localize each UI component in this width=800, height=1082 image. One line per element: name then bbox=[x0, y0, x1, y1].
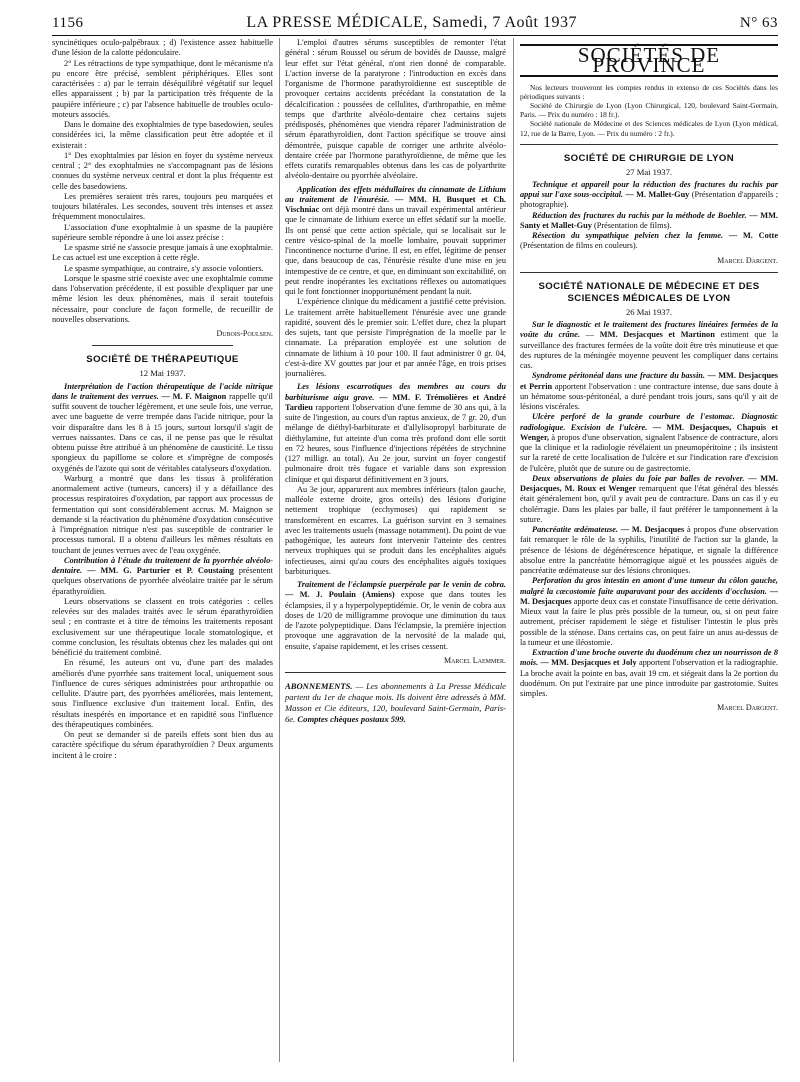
article-title: Traitement de l'éclampsie puerpérale par le venin de cobra. bbox=[297, 580, 506, 589]
article bbox=[52, 556, 273, 597]
article-title: Application des effets médullaires du cinnamate de Lithium au traitement de l'énurésie. bbox=[285, 184, 506, 204]
article-title: Résection du sympathique pelvien chez la femme. bbox=[532, 231, 724, 241]
paragraph: Au 3e jour, apparurent aux membres inférieurs (talon gauche, malléole externe droite, gros orteils) des lésions d'origine nettement trophique (ecchymoses) qui rapidement se transformèrent en escarres. La guérison survint en 3 semaines avec les traitements usuels (massage notamment). Du point de vue pathogénique, les auteurs font intervenir l'atteinte des centres nerveux trophiques qui se produit dans les encéphalites aiguës infectieuses, ainsi qu'au cours des encéphalites aiguës toxiques barbituriques. bbox=[285, 484, 506, 576]
article-text: apportent l'observation et la radiographie. La broche avait la pointe en bas, avait 19 cm. et siégeait dans la 2e portion du duodénum. On put l'extraire par une pince introduite par gastrotomie. Suites simples. bbox=[520, 658, 778, 699]
article-title: Deux observations de plaies du foie par balles de revolver. bbox=[532, 473, 745, 483]
article-text: à propos d'une observation fait remarquer le rôle de la syphilis, l'inutilité de l'action sur la glande, la présence de lésions de dégénérescence hépatique, et signale la différence absolue entre la pancréatite hémorragique aiguë et les poussées aiguës de pancréatite œdémateuse sur des lésions chroniques. bbox=[520, 525, 778, 576]
article-title: Syndrome péritonéal dans une fracture du bassin. bbox=[532, 371, 705, 381]
article-text: remarquent que l'état général des blessés était généralement bon, qu'il y avait peu de contracture. Dans un cas il y eu cholérragie. Dans les plaies par balle, il faut préférer le tamponnement à la suture. bbox=[520, 484, 778, 524]
paragraph: syncinétiques oculo-palpébraux ; d) l'existence assez habituelle d'une lésion de la calotte pédonculaire. bbox=[52, 38, 273, 58]
page-header bbox=[52, 6, 778, 36]
article-author: — MM. Desjacques et Joly bbox=[540, 658, 637, 668]
article bbox=[520, 412, 778, 474]
article bbox=[520, 211, 778, 232]
article bbox=[520, 231, 778, 252]
article-author: — MM. G. Parturier et P. Coustaing bbox=[87, 566, 234, 575]
article-text: rapportent l'observation d'une femme de 30 ans qui, à la suite de l'ingestion, au cours d'un raptus anxieux, de 7 gr. 20, d'un mélange de diéthyl-barbiturate et d'allylisopropyl barbiturate de diéthylamine, fut atteinte d'un coma très profond dont elle sortit en 72 heures, sous l'influence d'injections répétées de strychnine (127 milligr. au total). Au 2e jour, survint un foyer congestif pulmonaire droit très fugace et variable dans son expression clinique et qui disparut définitivement en 3 jours. bbox=[285, 402, 506, 484]
article bbox=[285, 580, 506, 652]
paragraph: Dans le domaine des exophtalmies de type basedowien, seules considérées ici, la même classification peut être adoptée et il existerait : bbox=[52, 120, 273, 150]
column-right bbox=[520, 38, 778, 1064]
session-date: 27 Mai 1937. bbox=[625, 166, 673, 177]
article-author: — M. Desjacques bbox=[520, 586, 778, 606]
article-text: rappelle qu'il suffit souvent de toucher légèrement, et une seule fois, une verrue, avec une baguette de verre trempée dans l'acide nitrique, pour la voir disparaître dans les 8 à 15 jours, surtout lorsqu'il s'agit de verrues naissantes. Dans ce cas, il ne pense pas que le résultat obtenu puisse être attribué à un phénomène de causticité. Le tissu spongieux du papillome se colore et s'imprègne de composés oxygénés de l'azote qui sont de véritables catalyseurs d'oxydation. bbox=[52, 391, 273, 473]
column-left bbox=[52, 38, 273, 1064]
article bbox=[520, 474, 778, 525]
signature: Dubois-Poulsen. bbox=[216, 329, 273, 338]
article bbox=[285, 185, 506, 298]
divider bbox=[92, 345, 233, 346]
paragraph: Leurs observations se classent en trois catégories : celles relevées sur des malades traités avec le sérum éparathyroïdien seul ; en contraste et à titre de témoins les traitements reposant exclusivement sur une thérapeutique locale stomatologique, et comme conclusion, les résultats obtenus chez les malades qui ont bénéficié du traitement combiné. bbox=[52, 596, 273, 657]
article-text: estiment que la surveillance des fractures fermées de la voûte doit être très minutieuse et que des ruptures de la méningée moyenne peuvent les compliquer dans certains cas. bbox=[520, 330, 778, 371]
subscriptions-text: — Les abonnements à La Presse Médicale partent du 1er de chaque mois. Ils doivent être adressés à MM. Masson et Cie éditeurs, 120, boulevard Saint-Germain, Paris-6e. bbox=[285, 681, 506, 724]
article-author: — M. Desjacques bbox=[620, 525, 685, 535]
divider bbox=[285, 672, 506, 673]
signature: Marcel Laemmer. bbox=[443, 655, 506, 665]
paragraph: En résumé, les auteurs ont vu, d'une part des malades améliorés d'une pyorrhée sans traitement local, uniquement sous l'influence de cures sériques administrées pour arthropathie ou cellulite. D'autre part, des pyorrhées améliorées, mais lentement, sous l'influence exclusive d'un traitement local. Enfin, des résultats inespérés en importance et en rapidité sous l'influence des thérapeutiques combinées. bbox=[52, 658, 273, 729]
article-title: Pancréatite œdémateuse. bbox=[532, 525, 618, 535]
paragraph: Société nationale de Médecine et des Sciences médicales de Lyon (Lyon médical, 12, rue de la Barre, Lyon. — Prix du numéro : 2 fr.). bbox=[520, 119, 778, 138]
session-date: 26 Mai 1937. bbox=[625, 306, 673, 317]
column-rule-left bbox=[279, 38, 280, 1062]
subscriptions-cheques: Comptes chèques postaux 599. bbox=[297, 714, 406, 724]
subscriptions-label: ABONNEMENTS. bbox=[285, 681, 353, 691]
paragraph: On peut se demander si de pareils effets sont bien dus au caractère spécifique du sérum éparathyroïdien ? Deux arguments incitent à le croire : bbox=[52, 730, 273, 760]
article-author: — MM. F. Trémolières et André Tardieu bbox=[285, 392, 506, 412]
article-text: (Présentation de films). bbox=[593, 220, 672, 230]
society-title: SOCIÉTÉ DE THÉRAPEUTIQUE bbox=[86, 354, 239, 366]
article-author: — M. Cotte bbox=[728, 231, 778, 241]
article bbox=[520, 648, 778, 699]
article-author: — MM. H. Busquet et Ch. Vischniac bbox=[285, 194, 506, 214]
article bbox=[520, 180, 778, 211]
article bbox=[520, 371, 778, 412]
article-title: Sur le diagnostic et le traitement des fractures linéaires fermées de la voûte du crâne. bbox=[520, 320, 778, 340]
page-number: 1156 bbox=[52, 15, 84, 31]
article-text: apporte deux cas et constate l'insuffisance de cette dérivation. Mieux vaut la faire le plus près possible de la tumeur, ou, si on peut faire autrement, préciser rapidement le siège et fistuliser l'intestin le plus près possible de la sténose. Dans certains cas, on peut faire un anus au-dessus de la tumeur et une iléostomie. bbox=[520, 596, 778, 647]
article-text: (Présentation de films en couleurs). bbox=[520, 241, 638, 251]
paragraph: Société de Chirurgie de Lyon (Lyon Chirurgical, 120, boulevard Saint-Germain, Paris. — Prix du numéro : 18 fr.). bbox=[520, 100, 778, 120]
journal-title: LA PRESSE MÉDICALE, Samedi, 7 Août 1937 bbox=[246, 14, 577, 31]
article-text: présentent quelques observations de pyorrhée alvéolaire traitée par le sérum éparathyroïdien. bbox=[52, 566, 273, 596]
article-title: Interprétation de l'action thérapeutique de l'acide nitrique dans le traitement des verrues. bbox=[52, 381, 273, 401]
article bbox=[520, 576, 778, 648]
article-title: Ulcère perforé de la grande courbure de l'estomac. Diagnostic radiologique. Excision de l'ulcère. bbox=[520, 412, 778, 432]
article-title: Contribution à l'étude du traitement de la pyorrhée alvéolo-dentaire. bbox=[52, 555, 273, 575]
article bbox=[52, 382, 273, 474]
society-title: SOCIÉTÉ NATIONALE DE MÉDECINE ET DES SCIENCES MÉDICALES DE LYON bbox=[538, 280, 760, 304]
paragraph: Warburg a montré que dans les tissus à prolifération anormalement active (tumeurs, cancers) il y a défaillance des processus respiratoires d'oxydation, par rapport aux processus de fermentation qui sont considérablement accrus. M. Maignon se demande si la réactivation du phénomène d'oxydation consécutive à l'imprégnation nitrique n'est pas susceptible de contrarier le processus tumoral. Il a obtenu d'ailleurs les mêmes résultats en touchant de jeunes verrues avec de l'eau oxygénée. bbox=[52, 473, 273, 555]
divider bbox=[520, 272, 778, 273]
article-author: — MM. Desjacques, Chapuis et Wenger, bbox=[520, 422, 778, 442]
article-title: Les lésions escarrotiques des membres au cours du barbiturisme aigu grave. bbox=[285, 382, 506, 402]
paragraph: Le spasme strié ne s'associe presque jamais à une exophtalmie. Le cas actuel est une exception à cette règle. bbox=[52, 243, 273, 263]
article-text: expose que dans toutes les éclampsies, il y a hyperpolypeptidémie. Or, le venin de cobra aux doses de 1/20 de milligramme provoque une diminution du taux de l'azote polypeptidique. Dans l'éclampsie, la première injection provoque une aggravation de la nervosité de la malade qui, ensuite, s'apaise rapidement, et les crises cessent. bbox=[285, 590, 506, 651]
article bbox=[520, 525, 778, 576]
section-intro bbox=[520, 83, 778, 138]
article-title: Technique et appareil pour la réduction des fractures du rachis par appui sur l'axe sous-occipital. bbox=[520, 179, 778, 200]
article bbox=[285, 382, 506, 485]
article-author: — MM. Desjacques, M. Roux et Wenger bbox=[520, 473, 778, 494]
article-author: MM. Desjacques et Martinon bbox=[599, 330, 715, 340]
article-author: — MM. Santy et Mallet-Guy bbox=[520, 210, 778, 230]
session-date: 12 Mai 1937. bbox=[139, 368, 186, 379]
article-title: Extraction d'une broche ouverte du duodénum chez un nourrisson de 8 mois. bbox=[520, 648, 778, 668]
article-author: — MM. Desjacques et Perrin bbox=[520, 371, 778, 391]
article: Sur le diagnostic et le traitement des fractures linéaires fermées de la voûte du crâne. — MM. Desjacques et Martinon estiment que la surveillance des fractures fermées de la voûte doit être très minutieuse et que des ruptures de la méningée moyenne peuvent les compliquer dans certains cas. bbox=[520, 320, 778, 371]
signature: Marcel Dargent. bbox=[717, 703, 778, 713]
paragraph: L'association d'une exophtalmie à un spasme de la paupière supérieure semble répondre à une loi assez précise : bbox=[52, 222, 273, 242]
column-middle bbox=[285, 38, 506, 1064]
divider bbox=[520, 144, 778, 145]
article-text: ont déjà montré dans un travail expérimental antérieur que le cinnamate de lithium exerce un effet sédatif sur la moelle. Ils ont pensé que cette action spéciale, qui se localisait sur le centre vésico-spinal de la moelle lombaire, pouvait supprimer l'incontinence nocturne d'urine. Il est, en effet, légitime de penser que, dans beaucoup de cas, l'énurésie résulte d'une mise en jeu intempestive de ce centre, et que, en diminuant son excitabilité, on peut rendre inopérantes les excitations réflexes ou automatiques qui le font fonctionner inopportunément pendant la nuit. bbox=[285, 205, 506, 296]
subscriptions-notice bbox=[285, 681, 506, 725]
article-text: apportent l'observation : une contracture intense, due sans doute à un hématome sous-péritonéal, a duré pendant trois jours, sans qu'il y ait de lésions viscérales. bbox=[520, 381, 778, 412]
article-text: à propos d'une observation, signalent l'absence de contracture, alors que la clinique et la radiologie révélaient un pneumopéritoine ; ils insistent sur la rareté de cette localisation de l'ulcère et sur l'indication rare d'excision de l'ulcère, plutôt que de suture ou de gastrectomie. bbox=[520, 432, 778, 473]
paragraph: Les premières seraient très rares, toujours peu marquées et toujours bilatérales. Les secondes, souvent très intenses et assez fréquemment monoculaires. bbox=[52, 191, 273, 222]
article-text: (Présentation d'appareils ; photographie). bbox=[520, 190, 778, 210]
article-title: Perforation du gros intestin en amont d'une tumeur du côlon gauche, malgré la cæcostomie faite auparavant pour des accidents d'occlusion. bbox=[520, 576, 778, 596]
paragraph: Lorsque le spasme strié coexiste avec une exophtalmie comme dans l'observation précédente, il est possible d'expliquer par une même lésion les deux phénomènes, mais il serait toutefois nécessaire, pour conclure de façon formelle, de recueillir de nouvelles observations. bbox=[52, 273, 273, 324]
paragraph: L'expérience clinique du médicament a justifié cette prévision. Le traitement arrête habituellement l'énurésie avec une grande rapidité, souvent dès le premier soir. L'effet dure, chez la plupart des sujets, tant que persiste l'imprégnation de la moelle par le cinnamate. La préparation employée est une solution de cinnamate de lithium à 10 pour 100. Il faut administrer 0 gr. 04, c'est-à-dire XV gouttes par jour et par année l'âge, en trois prises journalières. bbox=[285, 297, 506, 378]
paragraph: Le spasme sympathique, au contraire, s'y associe volontiers. bbox=[64, 263, 264, 273]
signature: Marcel Dargent. bbox=[717, 255, 778, 265]
paragraph: 2° Les rétractions de type sympathique, dont le mécanisme n'a pu encore être précisé, semblent périphériques. Elles sont caractérisées : a) par le terrain déséquilibré végétatif sur lequel elles apparaissent ; b) par la participation très fréquente de la paupière inférieure ; c) par l'absence habituelle de troubles oculo-moteurs associés. bbox=[52, 58, 273, 119]
paragraph: Nos lecteurs trouveront les comptes rendus in extenso de ces Sociétés dans les périodiques suivants : bbox=[520, 82, 778, 101]
article-title: Réduction des fractures du rachis par la méthode de Boehler. bbox=[532, 210, 747, 220]
section-title: SOCIÉTÉS DE PROVINCE bbox=[520, 44, 778, 77]
article-author: — M. Mallet-Guy bbox=[625, 190, 690, 200]
column-rule-right bbox=[513, 38, 514, 1062]
issue-number: N° 63 bbox=[739, 15, 778, 31]
article-author: — M. F. Maignon bbox=[161, 391, 227, 401]
article-author: — M. J. Poulain (Amiens) bbox=[285, 590, 395, 600]
paragraph: L'emploi d'autres sérums susceptibles de remonter l'état général : sérum Roussel ou sérum de bovidés de Dausse, malgré leur effet sur l'état général, n'ont rien donné de comparable. L'action inverse de la paratyrone : l'introduction en excès dans l'organisme de l'hormone parathyroïdienne est susceptible de provoquer certains accidents précédant la constatation de la décalcification : poussées de cellulites, d'arthropathie, en même temps que d'arthrite alvéolo-dentaire chez certains sujets prédisposés, phénomènes que viendra réparer l'administration de sérum éparathyroïdien, dont l'action spécifique se trouve ainsi démontrée, puisque capable de corriger une arthrite alvéolo-dentaire créée par l'hormone parathyroïdienne, de même que les effets curatifs remarquables obtenus dans les cas de polyarthrite alvéolo-dentaire ou pyorrhée alvéolaire. bbox=[285, 38, 506, 181]
paragraph: 1° Des exophtalmies par lésion en foyer du système nerveux central ; 2° des exophtalmies ne s'accompagnant pas de lésions connues du système nerveux central et dont la plus fréquente est celle des basedowiens. bbox=[52, 150, 273, 191]
society-title: SOCIÉTÉ DE CHIRURGIE DE LYON bbox=[563, 152, 735, 164]
